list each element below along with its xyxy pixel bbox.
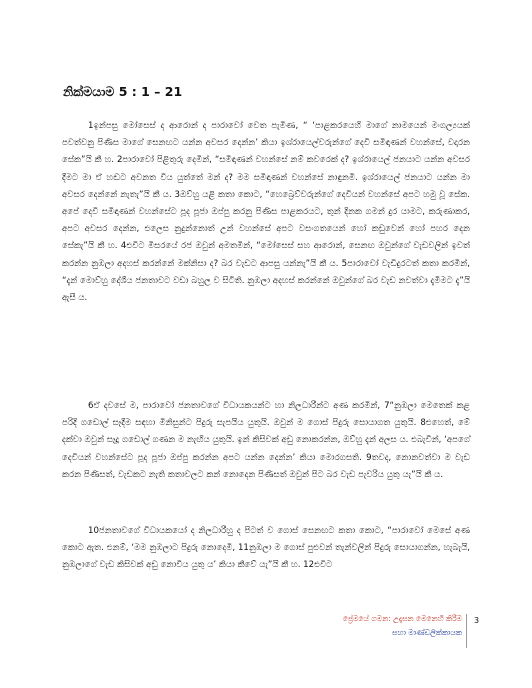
paragraph-3 [62, 523, 470, 575]
paragraph-1 [62, 118, 470, 307]
footer-title: ප්‍රේමයේ ගමන: උදෑසන මෙනෙහි කිරීම [342, 614, 462, 623]
footer-divider [466, 614, 467, 648]
paragraph-text: 10ජනතාවගේ විධායකයෝ ද නිලධාරීහු ද පිටත් ව ගොස් සෙනඟට කතා කොට, “පාරාවෝ මෙසේ අණ කොට ඇත. එනම්, ‘මම නුඹලාට පිදුරු නොදෙමි, 11නුඹලා ම ගොස් පුළුවන් තැන්වලින් පිදුරු සොයාගන්න, හැබැයි, නුඹලාගේ වැඩ කිසිවක් අඩු නොවිය යුතු ය’ කියා කීවේ යැ”යි කී හ. 12එවිට [62, 526, 470, 571]
footer-text [343, 612, 462, 640]
passage-heading: නික්මයාම 5 : 1 – 21 [63, 84, 183, 99]
paragraph-2 [62, 398, 470, 484]
footer-subtitle: සහා මාණ්ඩලික්කායක [392, 628, 462, 637]
page-footer [0, 612, 532, 652]
page-number: 3 [474, 616, 480, 625]
paragraph-text: 6ඒ දවසේ ම, පාරාවෝ ජනතාවගේ විධායකයන්ට හා නිලධාරීන්ට අණ කරමින්, 7“නුඹලා මෙතෙක් කළ පරිදි ගඩොල් සෑදීම සඳහා මිනිසුන්ට පිදුරු සැපයිය යුතුයි. ඔවුන් ම ගොස් පිදුරු සොයාගත යුතුයි. 8එහෙත්, මේ දක්වා ඔවුන් සෑදූ ගඩොල් ගණන ම නැඟිය යුතුයි. ඉන් කිසිවක් අඩු නොකරන්න, ඔව්හු දැන් අලස ය. එබැවින්, ‘අපගේ දෙවියන් වහන්සේට පූද පූජා ඔප්පු කරන්න අපට යන්න දෙන්න’ කියා මොරගසති. 9තවද, නොනවත්වා ම වැඩ කරන පිණිසත්, වැඩකට නැති කතාවලට කන් නොදෙන පිණිසත් ඔවුන් පිට බර වැඩ පැවරිය යුතු යැ”යි කී ය. [62, 401, 470, 480]
paragraph-text: 1ඉන්පසු මෝසෙස් ද ආරොන් ද පාරාවෝ වෙත පැමිණ, “ ‘පාළකරයෙහි මාගේ නාමයෙන් මංගල්‍යයක් පවත්වනු පිණිස මාගේ සෙනඟට යන්න අවසර දෙන්න’ කියා ඉශ්රායෙල්වරුන්ගේ දෙවි සමිඳාණන් වහන්සේ, වදාරන සේක”යි කී හ. 2පාරාවෝ පිළිතුරු දෙමින්, “සමිඳාණන් වහන්සේ නම් කවරෙක් ද? ඉශ්රායෙල් ජනයාට යන්න අවසර දීමට මා ඒ හඬට අවනත විය යුත්තේ මන් ද? මම සමිඳාණන් වහන්සේ නාඳුනමි. ඉශ්රායෙල් ජනයාට යන්න මා අවසර දෙන්නේ නැතැ”යි කී ය. 3ඔව්හු යළි කතා කොට, “හෙබ්‍රෙව්වරුන්ගේ දෙවියන් වහන්සේ අපට හමු වූ සේක. අපේ දෙවි සමිඳාණන් වහන්සේට පූද පූජා ඔප්පු කරනු පිණිස පාළකරයට, තුන් දිනක ගමන් දුර යාමට, කරුණාකර, අපට අවසර දෙන්න, එලෙස නුදුන්නොත් උන් වහන්සේ අපට වසංගතයෙන් හෝ කඩුවෙන් හෝ පහර දෙන සේකැ”යි කී හ. 4එවිට මිසරයේ රජ ඔවුන් අමතමින්, “මෝසෙස් සහ ආරොන්, සෙනඟ ඔවුන්ගේ වැඩවලින් ඉවත් කරන්න නුඹලා අදහස් කරන්නේ මක්නිසා ද? බර වැඩට ආපසු යන්නැ”යි කී ය. 5පාරාවෝ වැඩිදුරටත් කතා කරමින්, “දැන් මොව්හු දේශීය ජනතාවට වඩා බහුල ව සිටිති. නුඹලා අදහස් කරන්නේ ඔවුන්ගේ බර වැඩ නවත්වා දැමීමට දැ”යි ඇසී ය. [62, 121, 470, 304]
